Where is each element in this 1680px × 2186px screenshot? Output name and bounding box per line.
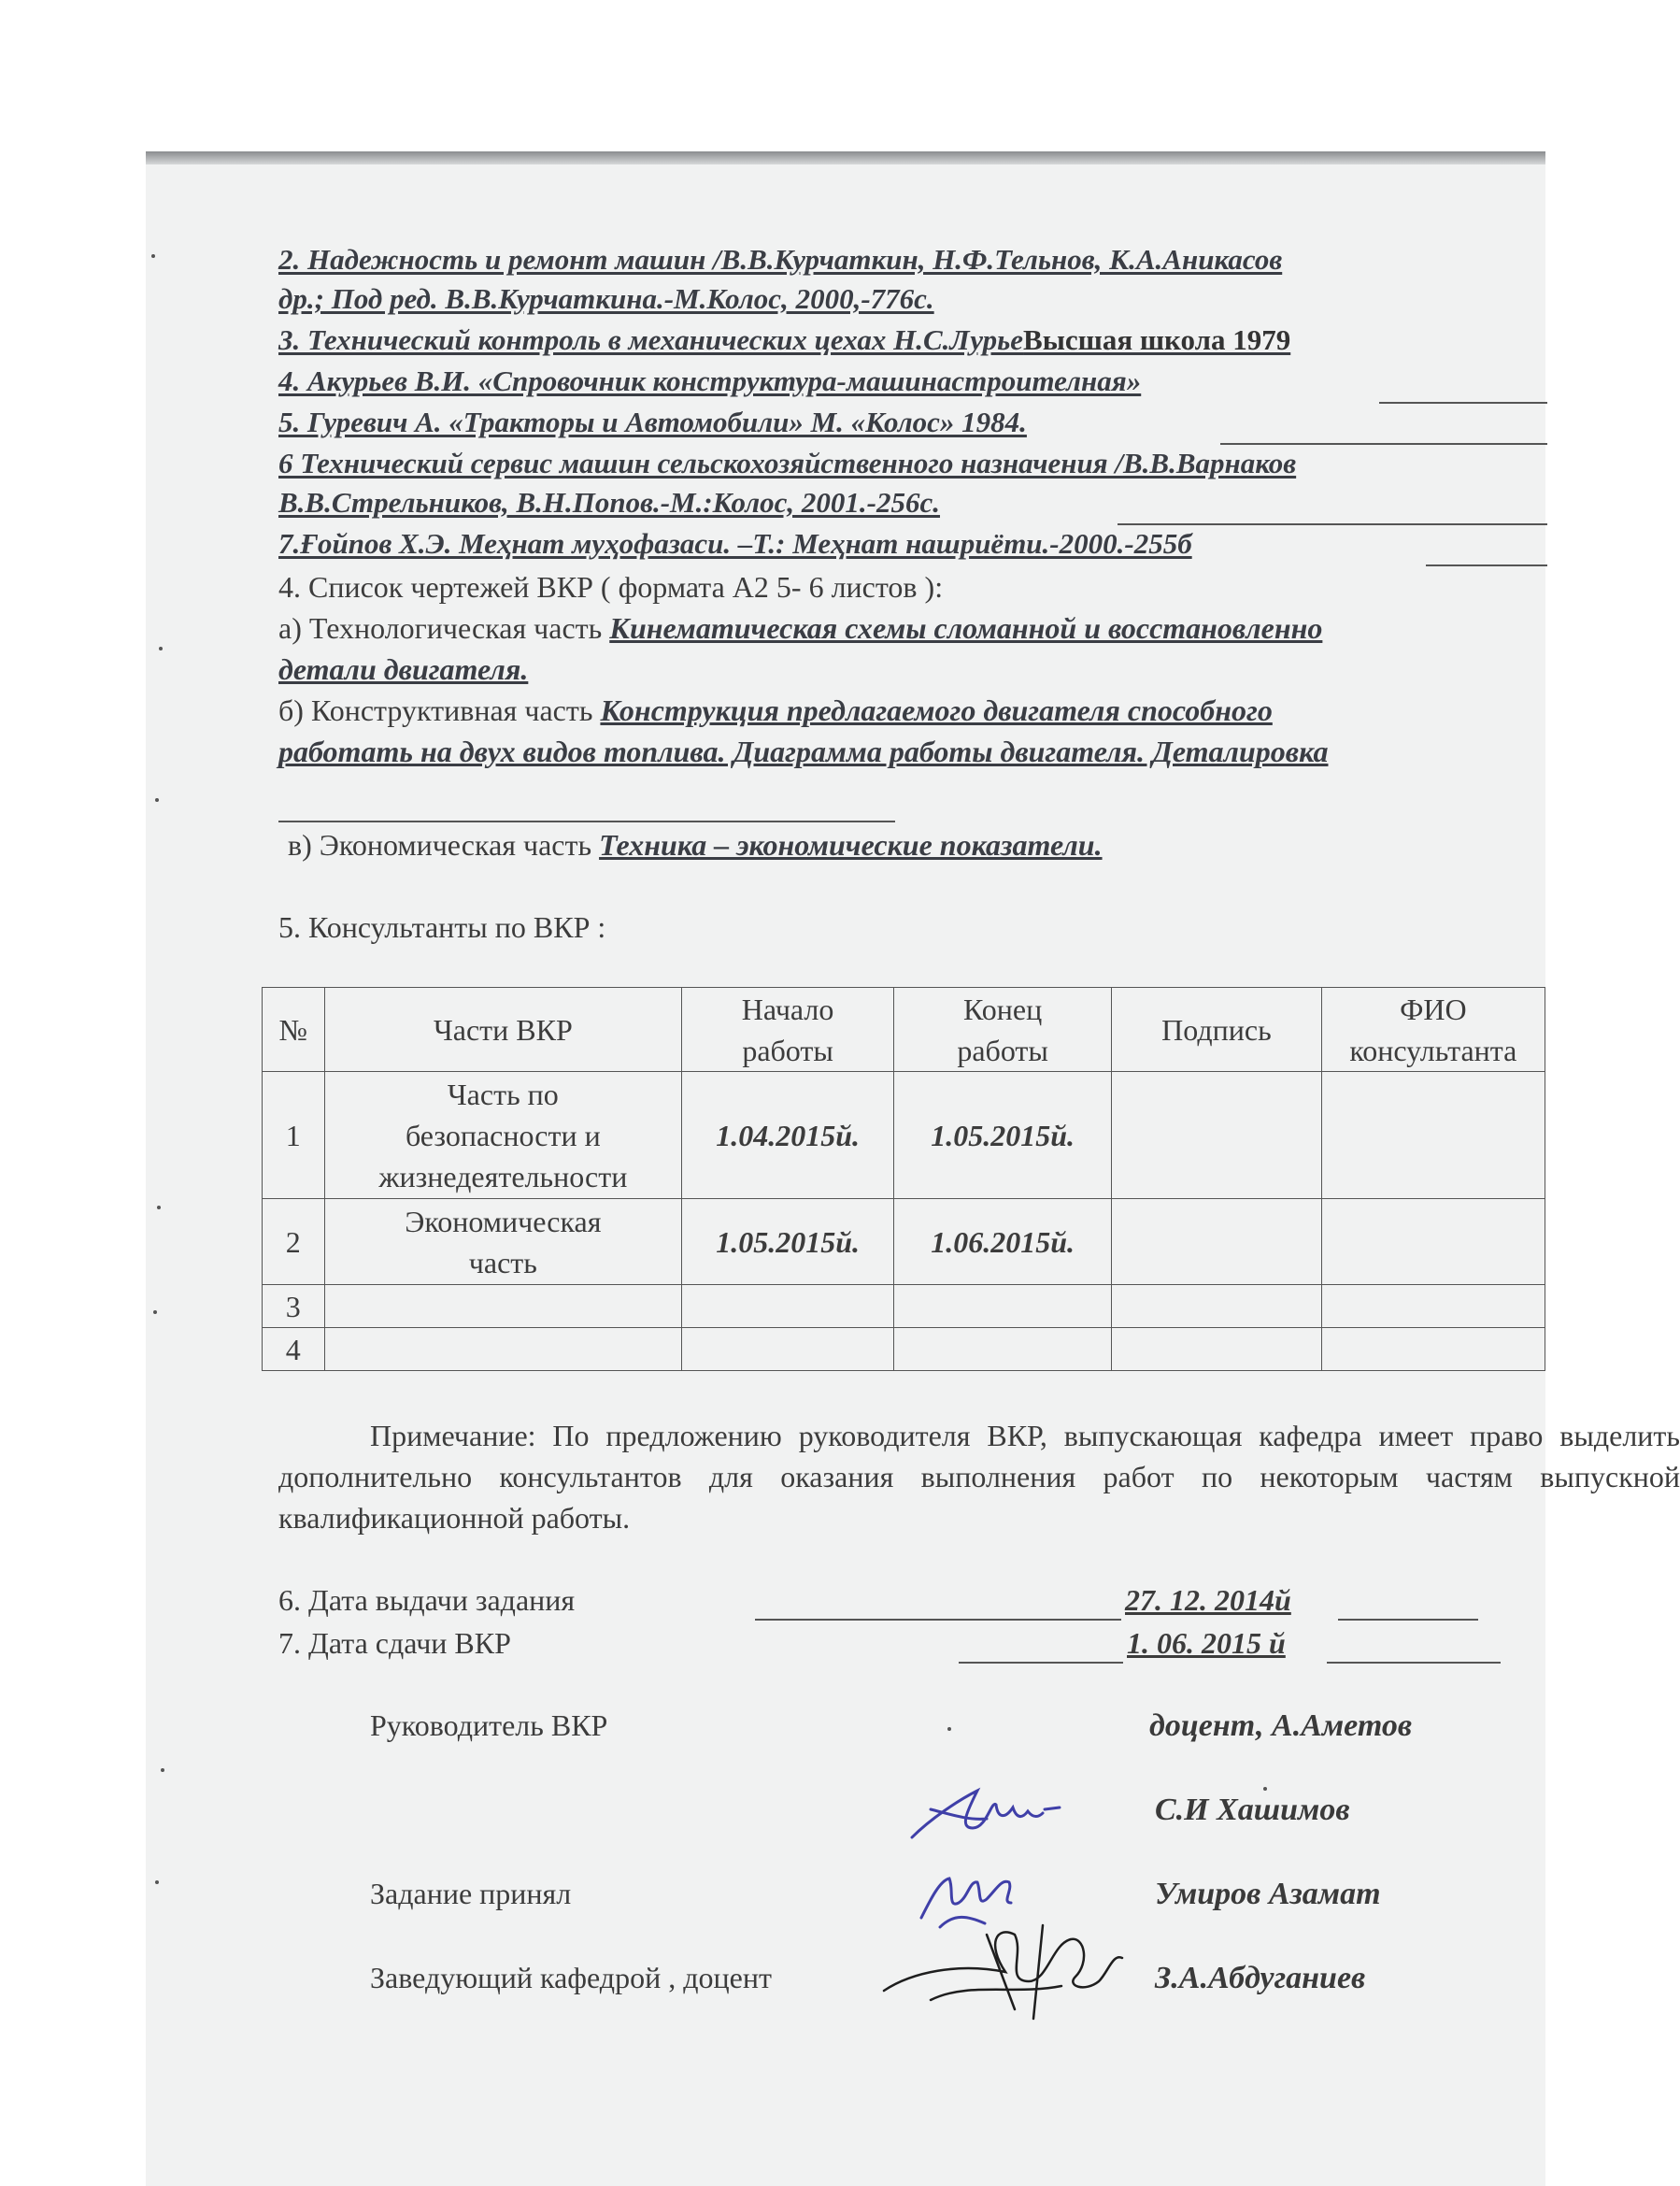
scan-speck [155,798,159,802]
supervisor-signature-icon [903,1763,1071,1856]
drawings-a-label: а) Технологическая часть [278,611,610,645]
scan-speck [947,1727,951,1731]
row-start: 1.05.2015й. [682,1199,894,1285]
row-part [324,1285,681,1328]
drawings-b-value-cont: работать на двух видов топлива. Диаграмма работы двигателя. Деталировка [278,735,1329,768]
header-part: Части ВКР [324,988,681,1072]
scan-speck [153,1310,157,1314]
reference-5: 5. Гуревич А. «Тракторы и Автомобили» М. «Колос» 1984. [278,406,1027,438]
drawings-item-b-cont [278,735,1328,769]
accepted-label: Задание принял [370,1877,572,1910]
blank-rule [755,1619,1121,1621]
issue-date-label: 6. Дата выдачи задания [278,1583,576,1617]
consultants-table [262,987,1545,1371]
supervisor-name: доцент, А.Аметов [1149,1708,1413,1743]
underline-rule [1426,564,1547,566]
row-sign [1112,1285,1322,1328]
row-num: 2 [263,1199,325,1285]
row-end: 1.06.2015й. [894,1199,1112,1285]
row-fio [1321,1285,1545,1328]
scan-speck [159,647,163,650]
row-fio [1321,1328,1545,1371]
reference-4: 4. Акурьев В.И. «Спровочник конструктура-машинастроителная» [278,364,1142,397]
row-end [894,1285,1112,1328]
reference-6-line2: В.В.Стрельников, В.Н.Попов.-М.:Колос, 2001.-256с. [278,486,941,519]
blank-rule [959,1662,1123,1664]
reference-3-publisher: Высшая школа 1979 [1023,323,1291,356]
note-paragraph [278,1415,1680,1538]
reference-7: 7.Ғойпов Х.Э. Меҳнат муҳофазаси. –Т.: Меҳнат нашриёти.-2000.-255б [278,527,1192,560]
header-fio: ФИО консультанта [1321,988,1545,1072]
scan-speck [155,1880,159,1884]
drawings-c-label: в) Экономическая часть [288,828,600,862]
submit-date-value: 1. 06. 2015 й [1127,1626,1286,1660]
reference-2-line1: 2. Надежность и ремонт машин /В.В.Курчаткин, Н.Ф.Тельнов, К.А.Аникасов [278,243,1283,276]
drawings-item-a-cont [278,652,528,687]
row-num: 3 [263,1285,325,1328]
drawings-item-b [278,693,1273,728]
submit-date-label: 7. Дата сдачи ВКР [278,1626,511,1660]
reference-6-line1: 6 Технический сервис машин сельскохозяйственного назначения /В.В.Варнаков [278,447,1297,479]
drawings-b-label: б) Конструктивная часть [278,693,601,727]
header-num: № [263,988,325,1072]
header-sign: Подпись [1112,988,1322,1072]
row-end [894,1328,1112,1371]
note-text: Примечание: По предложению руководителя ВКР, выпускающая кафедра имеет право выделить дополнительно консультантов для оказания выполнения работ по некоторым частям выпускной квалификационной работы. [278,1419,1680,1535]
scan-speck [161,1768,164,1772]
row-sign [1112,1072,1322,1199]
drawings-b-value: Конструкция предлагаемого двигателя способного [600,693,1273,727]
row-num: 4 [263,1328,325,1371]
drawings-c-value: Техника – экономические показатели. [599,828,1103,862]
table-row [263,1199,1545,1285]
row-part [324,1328,681,1371]
row-fio [1321,1199,1545,1285]
head-label: Заведующий кафедрой , доцент [370,1961,772,1994]
row-fio [1321,1072,1545,1199]
underline-rule [1379,402,1547,404]
drawings-item-c [288,828,1103,863]
drawings-a-value-cont: детали двигателя. [278,652,529,686]
table-row [263,1285,1545,1328]
scan-speck [151,254,155,258]
reference-3 [278,323,1290,357]
blank-rule [1327,1662,1501,1664]
accepted-name: Умиров Азамат [1155,1877,1381,1911]
scan-speck [1263,1787,1267,1791]
row-part: Экономическая часть [324,1199,681,1285]
scan-speck [157,1206,161,1209]
row-start [682,1328,894,1371]
row-num: 1 [263,1072,325,1199]
blank-rule [1338,1619,1478,1621]
row-start [682,1285,894,1328]
drawings-a-value: Кинематическая схемы сломанной и восстановленно [609,611,1323,645]
row-start: 1.04.2015й. [682,1072,894,1199]
reference-3-text: 3. Технический контроль в механических цехах Н.С.Лурье [278,323,1024,356]
header-end: Конец работы [894,988,1112,1072]
row-sign [1112,1199,1322,1285]
row-end: 1.05.2015й. [894,1072,1112,1199]
row-sign [1112,1328,1322,1371]
table-row [263,1328,1545,1371]
row-part: Часть по безопасности и жизнедеятельности [324,1072,681,1199]
blank-rule [278,821,895,822]
scan-top-edge [146,151,1545,164]
supervisor-label: Руководитель ВКР [370,1708,608,1742]
head-name: З.А.Абдуганиев [1155,1961,1366,1995]
drawings-item-a [278,611,1322,646]
head-signature-icon [875,1907,1155,2028]
consultants-heading: 5. Консультанты по ВКР : [278,910,606,944]
underline-rule [1118,523,1547,525]
reference-2-line2: др.; Под ред. В.В.Курчаткина.-М.Колос, 2000,-776с. [278,282,934,315]
table-row [263,1072,1545,1199]
header-start: Начало работы [682,988,894,1072]
table-header-row [263,988,1545,1072]
document-page [146,151,1680,2186]
drawings-heading: 4. Список чертежей ВКР ( формата А2 5- 6 листов ): [278,570,944,604]
second-signatory-name: С.И Хашимов [1155,1793,1350,1827]
issue-date-value: 27. 12. 2014й [1125,1583,1291,1617]
underline-rule [1220,443,1547,445]
